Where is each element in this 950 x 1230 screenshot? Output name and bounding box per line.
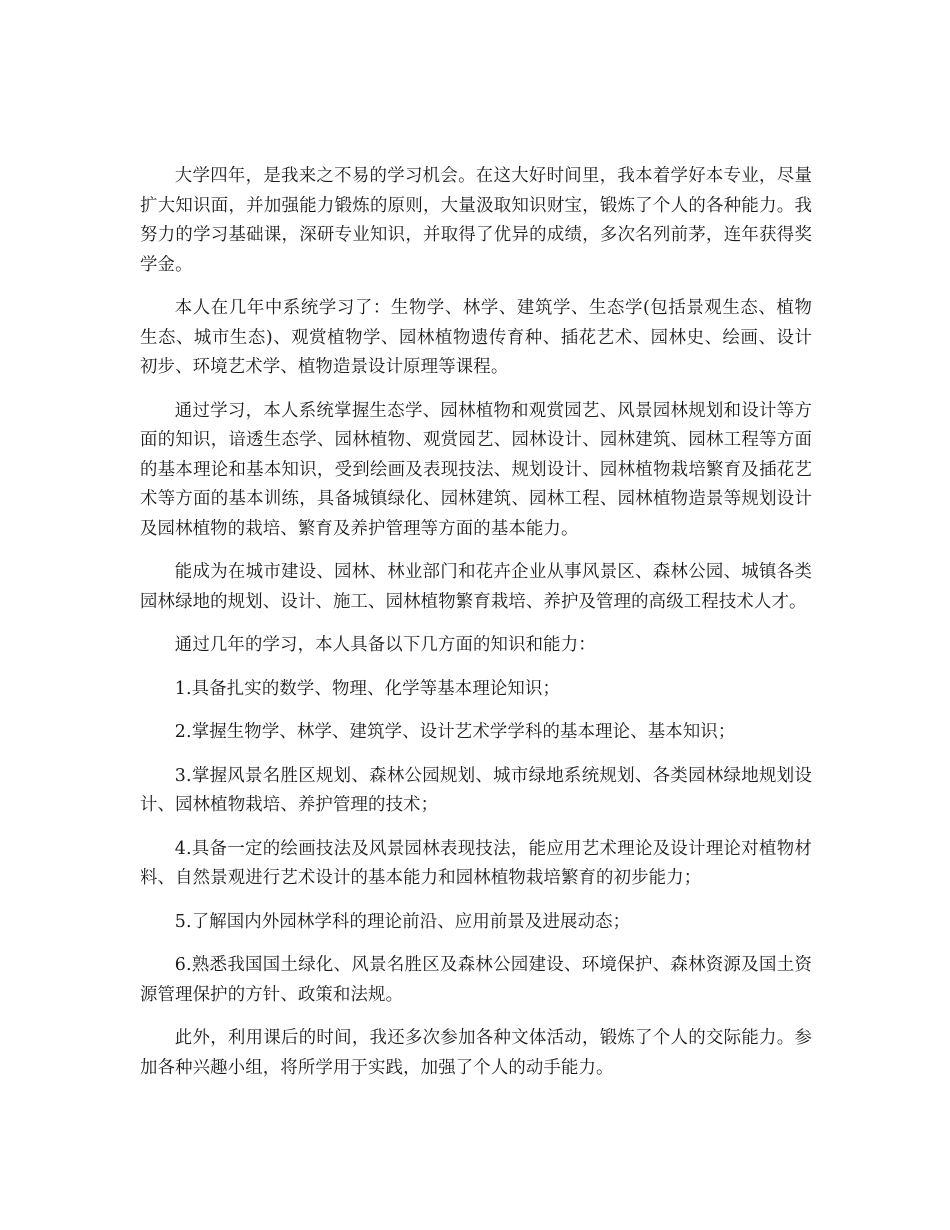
- list-item-3: 3.掌握风景名胜区规划、森林公园规划、城市绿地系统规划、各类园林绿地规划设计、园林植物栽培、养护管理的技术；: [140, 765, 812, 815]
- paragraph-career: 能成为在城市建设、园林、林业部门和花卉企业从事风景区、森林公园、城镇各类园林绿地的规划、设计、施工、园林植物繁育栽培、养护及管理的高级工程技术人才。: [140, 562, 812, 612]
- paragraph-study-overview: 大学四年，是我来之不易的学习机会。在这大好时间里，我本着学好本专业，尽量扩大知识面，并加强能力锻炼的原则，大量汲取知识财宝，锻炼了个人的各种能力。我努力的学习基础课，深研专业知识，并取得了优异的成绩，多次名列前茅，连年获得奖学金。: [140, 166, 812, 275]
- document-body: [140, 162, 812, 1097]
- paragraph-activities: 此外，利用课后的时间，我还多次参加各种文体活动，锻炼了个人的交际能力。参加各种兴趣小组，将所学用于实践，加强了个人的动手能力。: [140, 1028, 812, 1078]
- list-item-6: 6.熟悉我国国土绿化、风景名胜区及森林公园建设、环境保护、森林资源及国土资源管理保护的方针、政策和法规。: [140, 955, 812, 1005]
- list-item-5: 5.了解国内外园林学科的理论前沿、应用前景及进展动态；: [174, 911, 631, 932]
- list-item-2: 2.掌握生物学、林学、建筑学、设计艺术学学科的基本理论、基本知识；: [174, 722, 736, 742]
- list-item-4: 4.具备一定的绘画技法及风景园林表现技法，能应用艺术理论及设计理论对植物材料、自然景观进行艺术设计的基本能力和园林植物栽培繁育的初步能力；: [140, 838, 812, 888]
- list-item-1: 1.具备扎实的数学、物理、化学等基本理论知识；: [174, 678, 561, 699]
- paragraph-courses: 本人在几年中系统学习了：生物学、林学、建筑学、生态学(包括景观生态、植物生态、城市生态)、观赏植物学、园林植物遗传育种、插花艺术、园林史、绘画、设计初步、环境艺术学、植物造景设计原理等课程。: [140, 298, 812, 377]
- paragraph-abilities-intro: 通过几年的学习，本人具备以下几方面的知识和能力：: [174, 635, 596, 655]
- paragraph-knowledge: 通过学习，本人系统掌握生态学、园林植物和观赏园艺、风景园林规划和设计等方面的知识，谙透生态学、园林植物、观赏园艺、园林设计、园林建筑、园林工程等方面的基本理论和基本知识，受到绘画及表现技法、规划设计、园林植物栽培繁育及插花艺术等方面的基本训练，具备城镇绿化、园林建筑、园林工程、园林植物造景等规划设计及园林植物的栽培、繁育及养护管理等方面的基本能力。: [140, 400, 812, 539]
